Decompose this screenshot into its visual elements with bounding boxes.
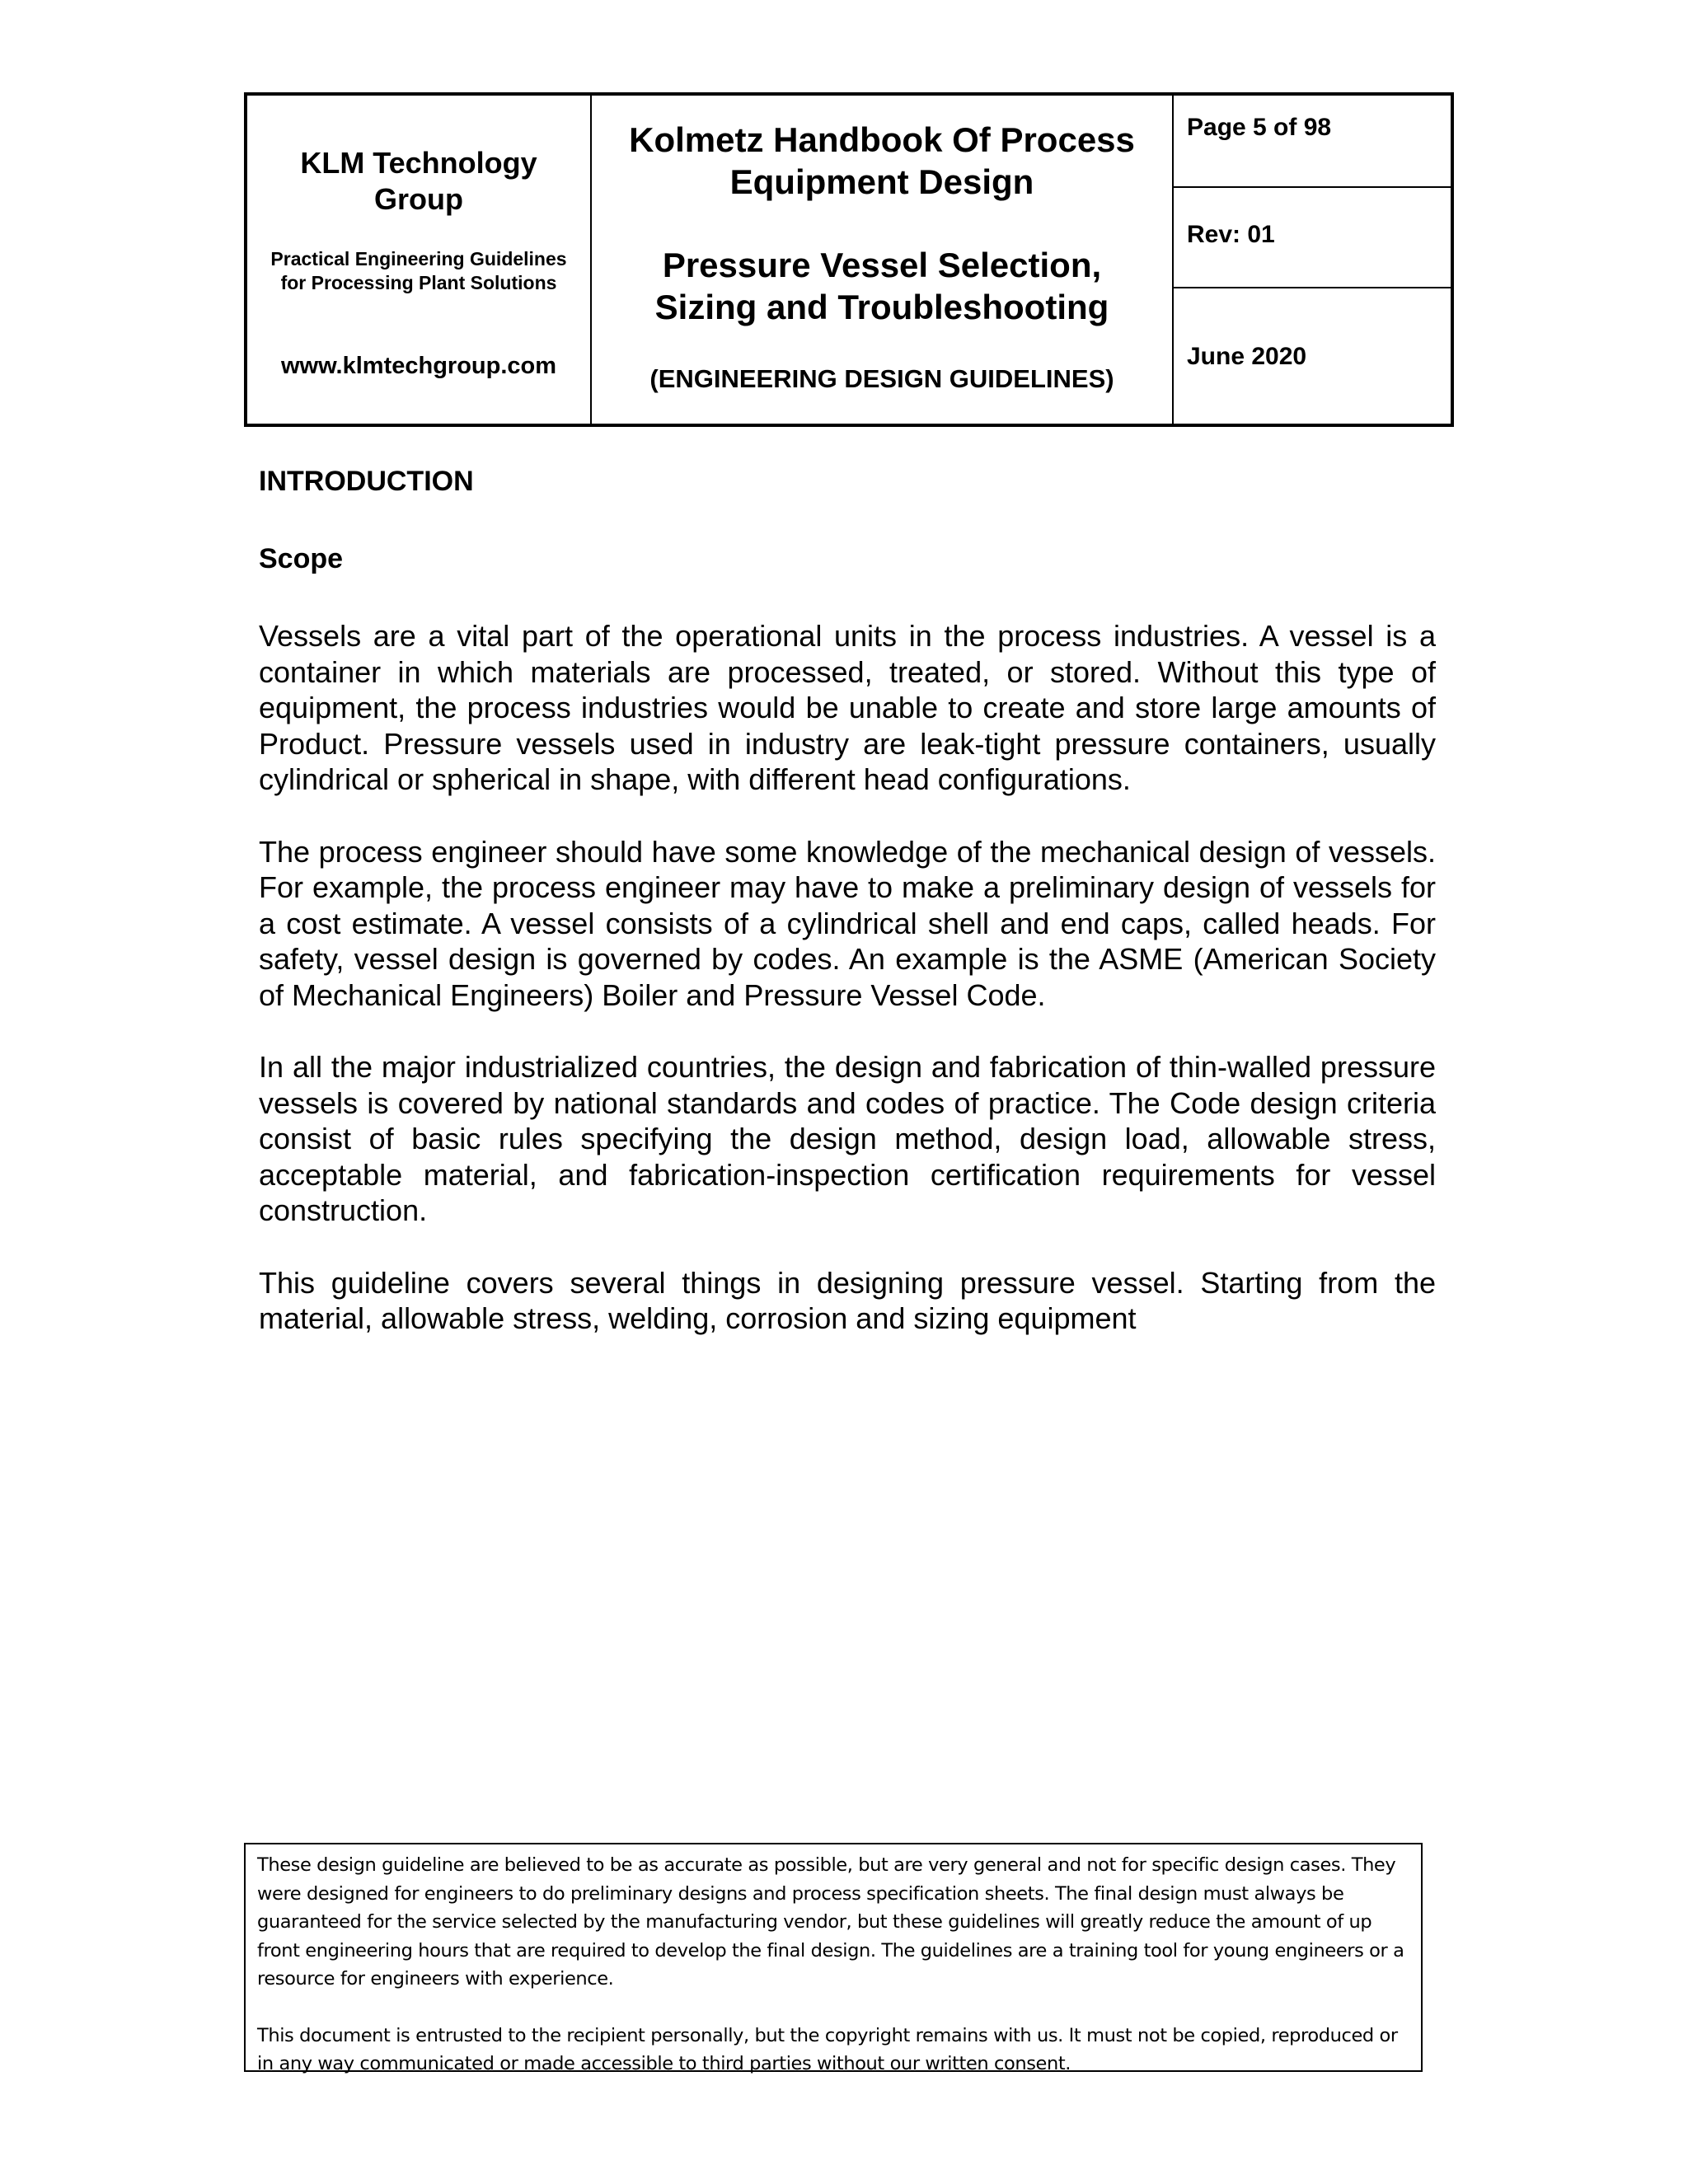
handbook-title: Kolmetz Handbook Of Process Equipment Design — [629, 120, 1135, 201]
paragraph: In all the major industrialized countries, the design and fabrication of thin-walled pressure vessels is covered by national standards and codes of practice. The Code design criteria consist of basic rules specifying the design method, design load, allowable stress, acceptable material, and fabrication-inspection certification requirements for vessel construction. — [259, 1050, 1436, 1227]
company-url: www.klmtechgroup.com — [280, 353, 557, 379]
sub-heading: Scope — [259, 543, 344, 574]
paragraph: The process engineer should have some knowledge of the mechanical design of vessels. For example, the process engineer may have to make a preliminary design of vessels for a cost estimate. A vessel consists of a cylindrical shell and end caps, called heads. For safety, vessel design is governed by codes. An example is the ASME (American Society of Mechanical Engineers) Boiler and Pressure Vessel Code. — [259, 834, 1436, 1012]
disclaimer-box — [244, 1843, 1423, 2072]
company-tagline: Practical Engineering Guidelines for Processing Plant Solutions — [270, 248, 567, 293]
document-date: June 2020 — [1187, 343, 1307, 370]
document-header-table — [244, 92, 1454, 427]
document-type: (ENGINEERING DESIGN GUIDELINES) — [649, 364, 1114, 393]
document-title: Pressure Vessel Selection, Sizing and Troubleshooting — [654, 246, 1109, 326]
paragraph: This guideline covers several things in designing pressure vessel. Starting from the material, allowable stress, welding, corrosion and sizing equipment — [259, 1265, 1436, 1335]
disclaimer-text: These design guideline are believed to be as accurate as possible, but are very general and not for specific design cases. They were designed for engineers to do preliminary designs and process specification sheets. The final design must always be guaranteed for the service selected by the manufacturing vendor, but these guidelines will greatly reduce the amount of up front engineering hours that are required to develop the final design. The guidelines are a training tool for young engineers or a resource for engineers with experience. — [257, 1854, 1404, 1990]
paragraph: Vessels are a vital part of the operational units in the process industries. A vessel is a container in which materials are processed, treated, or stored. Without this type of equipment, the process industries would be unable to create and store large amounts of Product. Pressure vessels used in industry are leak-tight pressure containers, usually cylindrical or spherical in shape, with different head configurations. — [259, 619, 1436, 796]
title-cell — [592, 96, 1174, 424]
meta-cell — [1174, 96, 1451, 424]
page-number: Page 5 of 98 — [1174, 96, 1451, 188]
section-heading: INTRODUCTION — [259, 466, 474, 497]
main-content — [259, 463, 1436, 1337]
copyright-notice: This document is entrusted to the recipient personally, but the copyright remains with us. It must not be copied, reproduced or in any way communicated or made accessible to third parties without our written consent. — [257, 2024, 1398, 2074]
company-name: KLM Technology Group — [300, 146, 537, 216]
company-info-cell — [247, 96, 592, 424]
revision: Rev: 01 — [1174, 188, 1451, 288]
